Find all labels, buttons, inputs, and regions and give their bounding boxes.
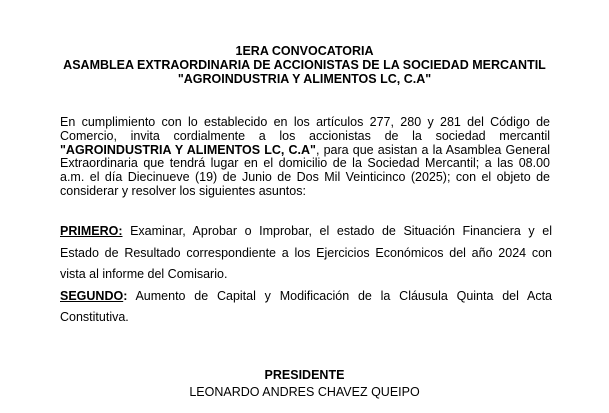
agenda-line: vista al informe del Comisario. (60, 267, 228, 281)
agenda-line (60, 286, 552, 308)
agenda-line: Constitutiva. (60, 310, 129, 324)
signatory-role: PRESIDENTE (264, 368, 345, 382)
agenda-label: PRIMERO: (60, 224, 123, 238)
assembly-title: ASAMBLEA EXTRAORDINARIA DE ACCIONISTAS DE LA SOCIEDAD MERCANTIL (63, 58, 546, 72)
intro-paragraph (60, 116, 550, 199)
intro-line: considerar y resolver los siguientes asuntos: (60, 183, 306, 198)
agenda-line (60, 221, 552, 243)
intro-line: Comercio, invita cordialmente a los accionistas de la sociedad mercantil (60, 128, 550, 143)
agenda-text: Examinar, Aprobar o Improbar, el estado de Situación Financiera y el (122, 224, 552, 238)
agenda-text: Aumento de Capital y Modificación de la Cláusula Quinta del Acta (127, 288, 552, 303)
intro-line: En cumplimiento con lo establecido en los artículos 277, 280 y 281 del Código de (60, 115, 550, 129)
intro-line: a.m. el día Diecinueve (19) de Junio de Dos Mil Veinticinco (2025); con el objeto de (60, 170, 550, 185)
convocation-title: 1ERA CONVOCATORIA (235, 44, 374, 58)
intro-line: Extraordinaria que tendrá lugar en el domicilio de la Sociedad Mercantil; a las 08.00 (60, 156, 550, 171)
agenda-item-segundo (60, 286, 552, 329)
agenda-label-colon: : (123, 288, 128, 303)
signatory-name: LEONARDO ANDRES CHAVEZ QUEIPO (189, 385, 420, 399)
company-name: "AGROINDUSTRIA Y ALIMENTOS LC, C.A" (177, 72, 432, 86)
company-name-inline: "AGROINDUSTRIA Y ALIMENTOS LC, C.A" (60, 142, 316, 157)
agenda-line: Estado de Resultado correspondiente a los Ejercicios Económicos del año 2024 con (60, 245, 552, 260)
intro-line (60, 144, 550, 158)
document-header (0, 44, 609, 86)
intro-line-rest: , para que asistan a la Asamblea General (315, 142, 550, 157)
signature-block (0, 367, 609, 401)
agenda-items (60, 221, 552, 329)
agenda-label: SEGUNDO (60, 288, 124, 303)
agenda-item-primero (60, 221, 552, 286)
